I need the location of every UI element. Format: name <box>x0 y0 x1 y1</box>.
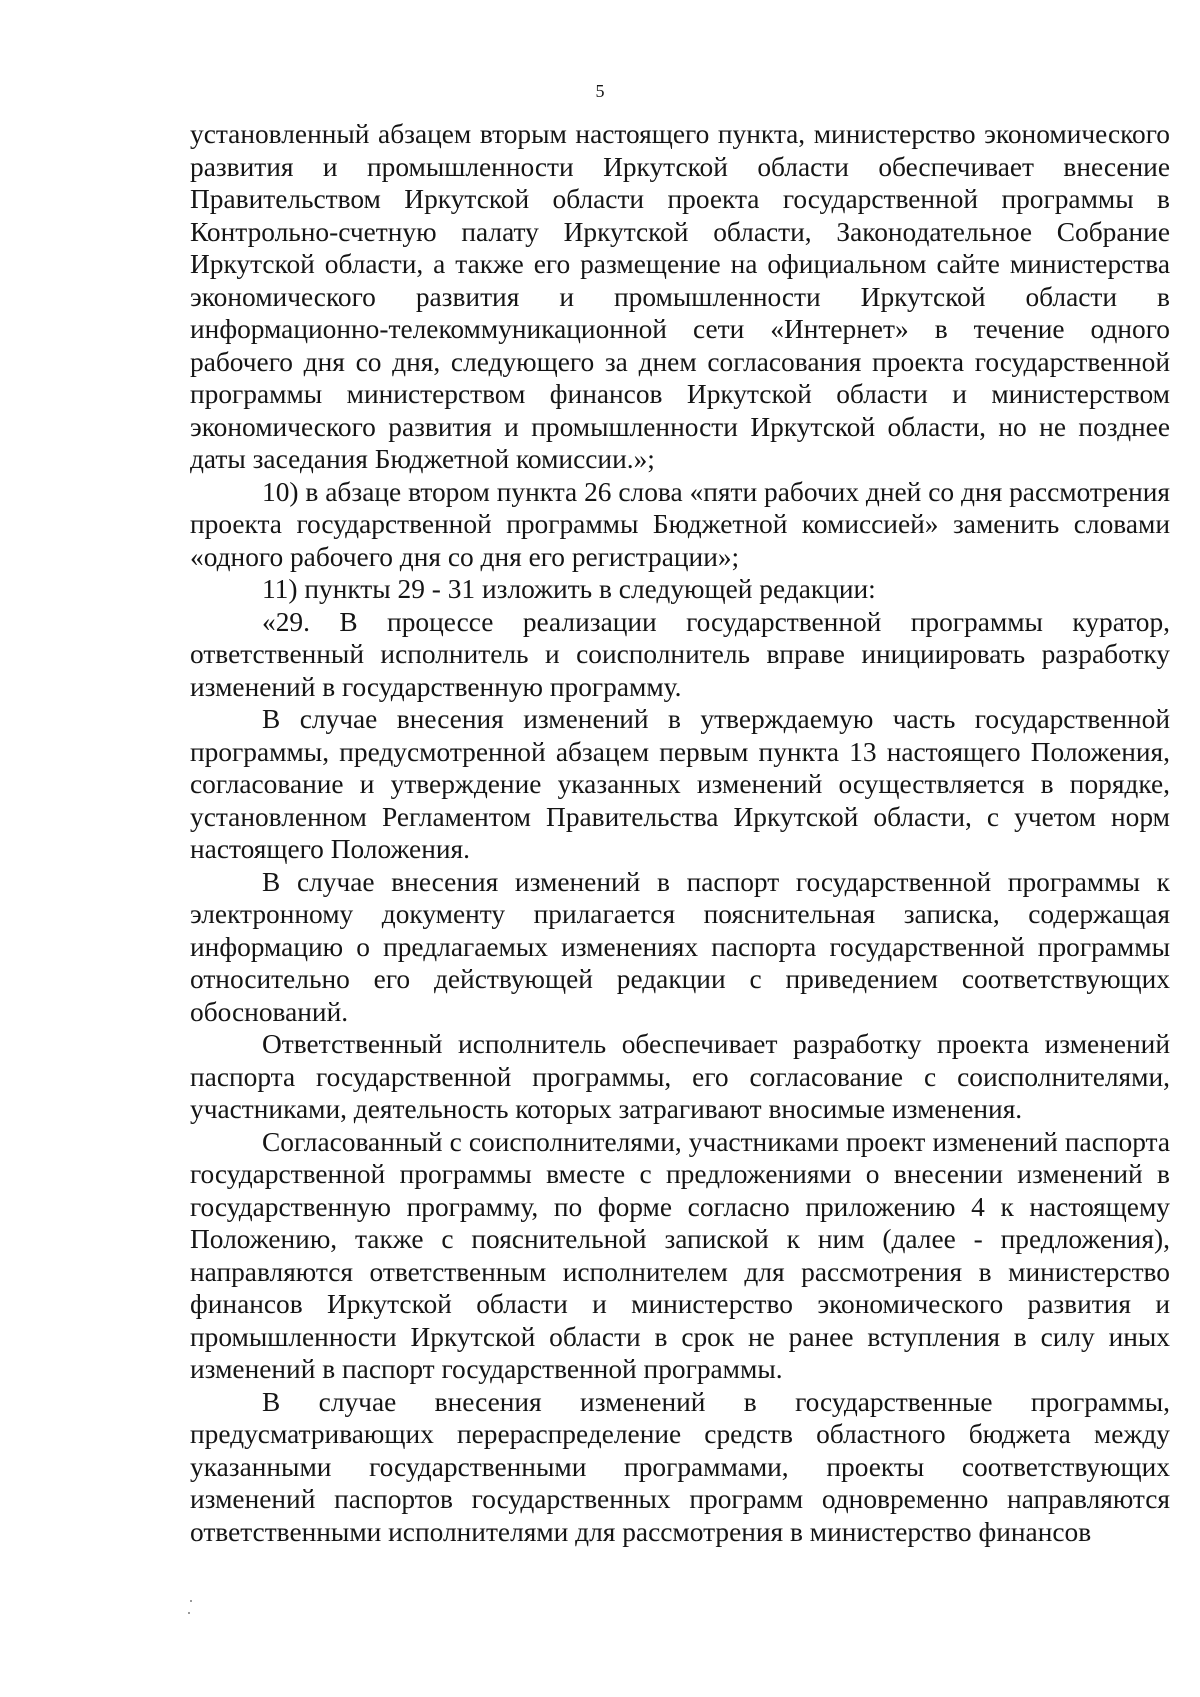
paragraph-clause-29: «29. В процессе реализации государственной программы куратор, ответственный исполнитель и соисполнитель вправе инициировать разработку изменений в государственную программу. <box>190 606 1170 702</box>
paragraph-item-10: 10) в абзаце втором пункта 26 слова «пяти рабочих дней со дня рассмотрения проекта государственной программы Бюджетной комиссией» заменить словами «одного рабочего дня со дня его регистрации»; <box>190 476 1170 572</box>
paragraph-approved-part-changes: В случае внесения изменений в утверждаемую часть государственной программы, предусмотренной абзацем первым пункта 13 настоящего Положения, согласование и утверждение указанных изменений осуществляется в порядке, установленном Регламентом Правительства Иркутской области, с учетом норм настоящего Положения. <box>190 704 1170 864</box>
document-body <box>190 118 1170 1548</box>
paragraph-agreed-project: Согласованный с соисполнителями, участниками проект изменений паспорта государственной программы вместе с предложениями о внесении изменений в государственную программу, по форме согласно приложению 4 к настоящему Положению, также с пояснительной запиской к ним (далее - предложения), направляются ответственным исполнителем для рассмотрения в министерство финансов Иркутской области и министерство экономического развития и промышленности Иркутской области в срок не ранее вступления в силу иных изменений в паспорт государственной программы. <box>190 1126 1170 1384</box>
page-number: 5 <box>595 81 605 101</box>
scan-speck <box>188 1612 190 1614</box>
paragraph-redistribution: В случае внесения изменений в государственные программы, предусматривающих перераспределение средств областного бюджета между указанными государственными программами, проекты соответствующих изменений паспортов государственных программ одновременно направляются ответственными исполнителями для рассмотрения в министерство финансов <box>190 1386 1170 1547</box>
paragraph-continuation: установленный абзацем вторым настоящего пункта, министерство экономического развития и промышленности Иркутской области обеспечивает внесение Правительством Иркутской области проекта государственной программы в Контрольно-счетную палату Иркутской области, Законодательное Собрание Иркутской области, а также его размещение на официальном сайте министерства экономического развития и промышленности Иркутской области в информационно-телекоммуникационной сети «Интернет» в течение одного рабочего дня со дня, следующего за днем согласования проекта государственной программы министерством финансов Иркутской области и министерством экономического развития и промышленности Иркутской области, но не позднее даты заседания Бюджетной комиссии.»; <box>190 119 1170 474</box>
paragraph-item-11: 11) пункты 29 - 31 изложить в следующей редакции: <box>262 574 876 604</box>
paragraph-passport-changes: В случае внесения изменений в паспорт государственной программы к электронному документу прилагается пояснительная записка, содержащая информацию о предлагаемых изменениях паспорта государственной программы относительно его действующей редакции с приведением соответствующих обоснований. <box>190 866 1170 1027</box>
paragraph-responsible-executor: Ответственный исполнитель обеспечивает разработку проекта изменений паспорта государственной программы, его согласование с соисполнителями, участниками, деятельность которых затрагивают вносимые изменения. <box>190 1029 1170 1124</box>
scan-speck <box>190 1600 192 1602</box>
